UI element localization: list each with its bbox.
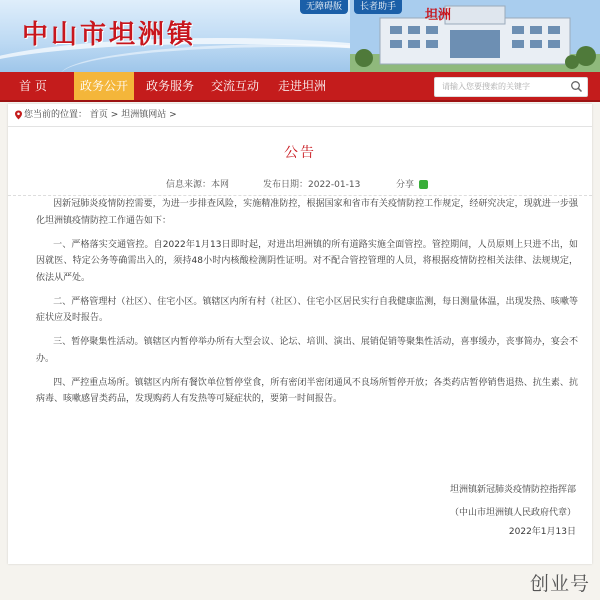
search-placeholder: 请输入您要搜索的关键字	[442, 82, 530, 91]
breadcrumb	[8, 104, 592, 127]
breadcrumb-trail: >	[169, 110, 177, 120]
top-links	[300, 0, 402, 14]
signature-seal-note: （中山市坦洲镇人民政府代章）	[449, 508, 576, 518]
elder-assistant-link[interactable]: 长者助手	[354, 0, 402, 14]
accessibility-link[interactable]: 无障碍版	[300, 0, 348, 14]
location-icon	[14, 110, 23, 120]
breadcrumb-separator: >	[110, 110, 119, 120]
search-input[interactable]	[434, 77, 588, 97]
article-body	[36, 196, 578, 415]
article-paragraph: 一、严格落实交通管控。自2022年1月13日即时起，对进出坦洲镇的所有道路实施全面管控。管控期间，人员原则上只进不出，如因就医、特定公务等确需出入的，须持48小时内核酸检测阴性证明。对不配合管控管理的人员，将根据疫情防控相关法律、法规规定，依法从严处。	[36, 239, 578, 283]
wechat-share-icon[interactable]	[419, 180, 428, 189]
search-icon[interactable]	[570, 80, 583, 93]
header-banner	[0, 0, 600, 72]
signature-date: 2022年1月13日	[508, 527, 576, 537]
article-date: 发布日期：2022-01-13	[263, 180, 361, 190]
article-title: 公告	[284, 145, 316, 161]
breadcrumb-home-link[interactable]: 首页	[89, 110, 108, 120]
breadcrumb-section-link[interactable]: 坦洲镇网站	[121, 110, 167, 120]
site-title: 中山市坦洲镇	[22, 20, 197, 50]
article-paragraph: 因新冠肺炎疫情防控需要，为进一步排查风险，实施精准防控，根据国家和省市有关疫情防控工作规定，经研究决定，现就进一步强化坦洲镇疫情防控工作通告如下：	[36, 199, 578, 226]
signature-organization: 坦洲镇新冠肺炎疫情防控指挥部	[449, 485, 576, 495]
article-paragraph: 四、严控重点场所。镇辖区内所有餐饮单位暂停堂食，所有密闭半密闭通风不良场所暂停开放；各类药店暂停销售退热、抗生素、抗病毒、咳嗽感冒类药品，发现购药人有发热等可疑症状的，要第一时间报告。	[36, 377, 578, 404]
article-source: 信息来源：本网	[166, 180, 230, 190]
article-paragraph: 二、严格管理村（社区）、住宅小区。镇辖区内所有村（社区）、住宅小区居民实行自我健康监测，每日测量体温，出现发热、咳嗽等症状应及时报告。	[36, 296, 578, 323]
article-meta	[8, 175, 592, 196]
nav-government-affairs[interactable]: 政务公开	[74, 72, 134, 100]
content-panel	[8, 104, 592, 564]
share-label: 分享	[396, 180, 415, 190]
building-sign: 坦洲	[425, 8, 452, 23]
watermark-text: 创业号	[529, 573, 590, 595]
article-paragraph: 三、暂停聚集性活动。镇辖区内暂停举办所有大型会议、论坛、培训、演出、展销促销等聚集性活动，喜事缓办，丧事简办，宴会不办。	[36, 337, 578, 364]
nav-interaction[interactable]: 交流互动	[210, 79, 259, 93]
nav-government-services[interactable]: 政务服务	[145, 79, 194, 93]
nav-home[interactable]: 首 页	[19, 79, 47, 93]
breadcrumb-prefix: 您当前的位置：	[24, 110, 88, 120]
nav-about-tanzhou[interactable]: 走进坦洲	[277, 79, 326, 93]
